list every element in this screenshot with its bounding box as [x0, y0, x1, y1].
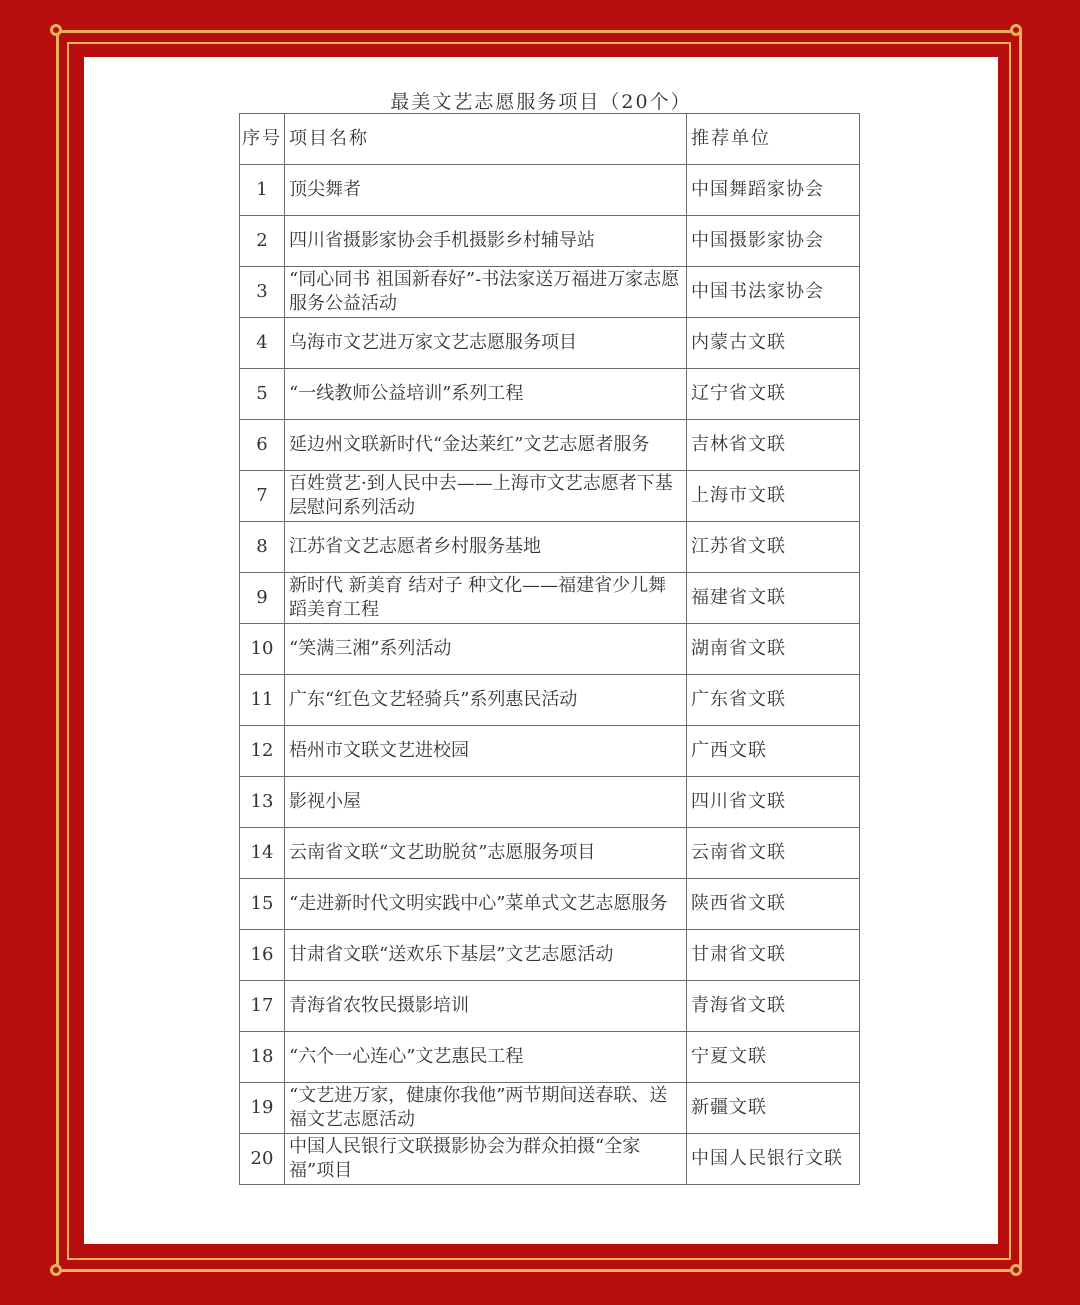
- table-row: [240, 267, 860, 318]
- cell-recommending-unit: 甘肃省文联: [687, 930, 860, 981]
- cell-project-name: 江苏省文艺志愿者乡村服务基地: [285, 522, 687, 573]
- document-page: [84, 57, 998, 1244]
- cell-index: 18: [240, 1032, 285, 1083]
- cell-recommending-unit: 上海市文联: [687, 471, 860, 522]
- cell-recommending-unit: 云南省文联: [687, 828, 860, 879]
- corner-ornament-top-right: [1010, 24, 1022, 36]
- cell-index: 11: [240, 675, 285, 726]
- cell-recommending-unit: 江苏省文联: [687, 522, 860, 573]
- cell-index: 19: [240, 1083, 285, 1134]
- cell-recommending-unit: 中国摄影家协会: [687, 216, 860, 267]
- cell-project-name: 新时代 新美育 结对子 种文化——福建省少儿舞蹈美育工程: [285, 573, 687, 624]
- table-row: [240, 1032, 860, 1083]
- cell-project-name: 乌海市文艺进万家文艺志愿服务项目: [285, 318, 687, 369]
- cell-recommending-unit: 辽宁省文联: [687, 369, 860, 420]
- table-row: [240, 216, 860, 267]
- corner-ornament-top-left: [50, 24, 62, 36]
- cell-index: 17: [240, 981, 285, 1032]
- cell-project-name: 顶尖舞者: [285, 165, 687, 216]
- cell-project-name: 云南省文联“文艺助脱贫”志愿服务项目: [285, 828, 687, 879]
- cell-recommending-unit: 吉林省文联: [687, 420, 860, 471]
- cell-index: 16: [240, 930, 285, 981]
- table-row: [240, 1134, 860, 1185]
- cell-project-name: 广东“红色文艺轻骑兵”系列惠民活动: [285, 675, 687, 726]
- cell-project-name: 梧州市文联文艺进校园: [285, 726, 687, 777]
- table-row: [240, 624, 860, 675]
- table-row: [240, 879, 860, 930]
- cell-index: 4: [240, 318, 285, 369]
- corner-ornament-bottom-right: [1010, 1264, 1022, 1276]
- cell-index: 7: [240, 471, 285, 522]
- cell-project-name: 中国人民银行文联摄影协会为群众拍摄“全家福”项目: [285, 1134, 687, 1185]
- cell-recommending-unit: 湖南省文联: [687, 624, 860, 675]
- table-row: [240, 777, 860, 828]
- table-row: [240, 522, 860, 573]
- corner-ornament-bottom-left: [50, 1264, 62, 1276]
- cell-index: 12: [240, 726, 285, 777]
- table-row: [240, 318, 860, 369]
- cell-index: 8: [240, 522, 285, 573]
- table-row: [240, 726, 860, 777]
- cell-project-name: “六个一心连心”文艺惠民工程: [285, 1032, 687, 1083]
- cell-recommending-unit: 广西文联: [687, 726, 860, 777]
- cell-recommending-unit: 中国人民银行文联: [687, 1134, 860, 1185]
- cell-project-name: “同心同书 祖国新春好”-书法家送万福进万家志愿服务公益活动: [285, 267, 687, 318]
- cell-project-name: “笑满三湘”系列活动: [285, 624, 687, 675]
- table-row: [240, 165, 860, 216]
- cell-index: 13: [240, 777, 285, 828]
- table-row: [240, 675, 860, 726]
- cell-project-name: 甘肃省文联“送欢乐下基层”文艺志愿活动: [285, 930, 687, 981]
- header-unit: 推荐单位: [687, 114, 860, 165]
- table-row: [240, 420, 860, 471]
- cell-recommending-unit: 中国书法家协会: [687, 267, 860, 318]
- cell-recommending-unit: 新疆文联: [687, 1083, 860, 1134]
- cell-recommending-unit: 陕西省文联: [687, 879, 860, 930]
- table-row: [240, 828, 860, 879]
- cell-index: 6: [240, 420, 285, 471]
- table-row: [240, 930, 860, 981]
- cell-recommending-unit: 广东省文联: [687, 675, 860, 726]
- cell-project-name: 百姓赏艺·到人民中去——上海市文艺志愿者下基层慰问系列活动: [285, 471, 687, 522]
- cell-recommending-unit: 宁夏文联: [687, 1032, 860, 1083]
- cell-project-name: “文艺进万家，健康你我他”两节期间送春联、送福文艺志愿活动: [285, 1083, 687, 1134]
- table-row: [240, 981, 860, 1032]
- table-row: [240, 369, 860, 420]
- cell-recommending-unit: 福建省文联: [687, 573, 860, 624]
- cell-index: 15: [240, 879, 285, 930]
- header-index: 序号: [240, 114, 285, 165]
- cell-index: 5: [240, 369, 285, 420]
- cell-index: 1: [240, 165, 285, 216]
- cell-index: 3: [240, 267, 285, 318]
- cell-recommending-unit: 四川省文联: [687, 777, 860, 828]
- cell-recommending-unit: 青海省文联: [687, 981, 860, 1032]
- table-row: [240, 1083, 860, 1134]
- document-title: 最美文艺志愿服务项目（20个）: [390, 91, 692, 113]
- cell-project-name: 影视小屋: [285, 777, 687, 828]
- cell-index: 20: [240, 1134, 285, 1185]
- cell-project-name: “走进新时代文明实践中心”菜单式文艺志愿服务: [285, 879, 687, 930]
- cell-project-name: 青海省农牧民摄影培训: [285, 981, 687, 1032]
- cell-index: 9: [240, 573, 285, 624]
- cell-index: 2: [240, 216, 285, 267]
- project-table: [239, 113, 860, 1185]
- cell-index: 14: [240, 828, 285, 879]
- cell-project-name: 四川省摄影家协会手机摄影乡村辅导站: [285, 216, 687, 267]
- cell-project-name: 延边州文联新时代“金达莱红”文艺志愿者服务: [285, 420, 687, 471]
- cell-recommending-unit: 中国舞蹈家协会: [687, 165, 860, 216]
- table-row: [240, 471, 860, 522]
- table-header-row: [240, 114, 860, 165]
- header-name: 项目名称: [285, 114, 687, 165]
- cell-project-name: “一线教师公益培训”系列工程: [285, 369, 687, 420]
- table-row: [240, 573, 860, 624]
- table-body: [240, 165, 860, 1185]
- cell-recommending-unit: 内蒙古文联: [687, 318, 860, 369]
- cell-index: 10: [240, 624, 285, 675]
